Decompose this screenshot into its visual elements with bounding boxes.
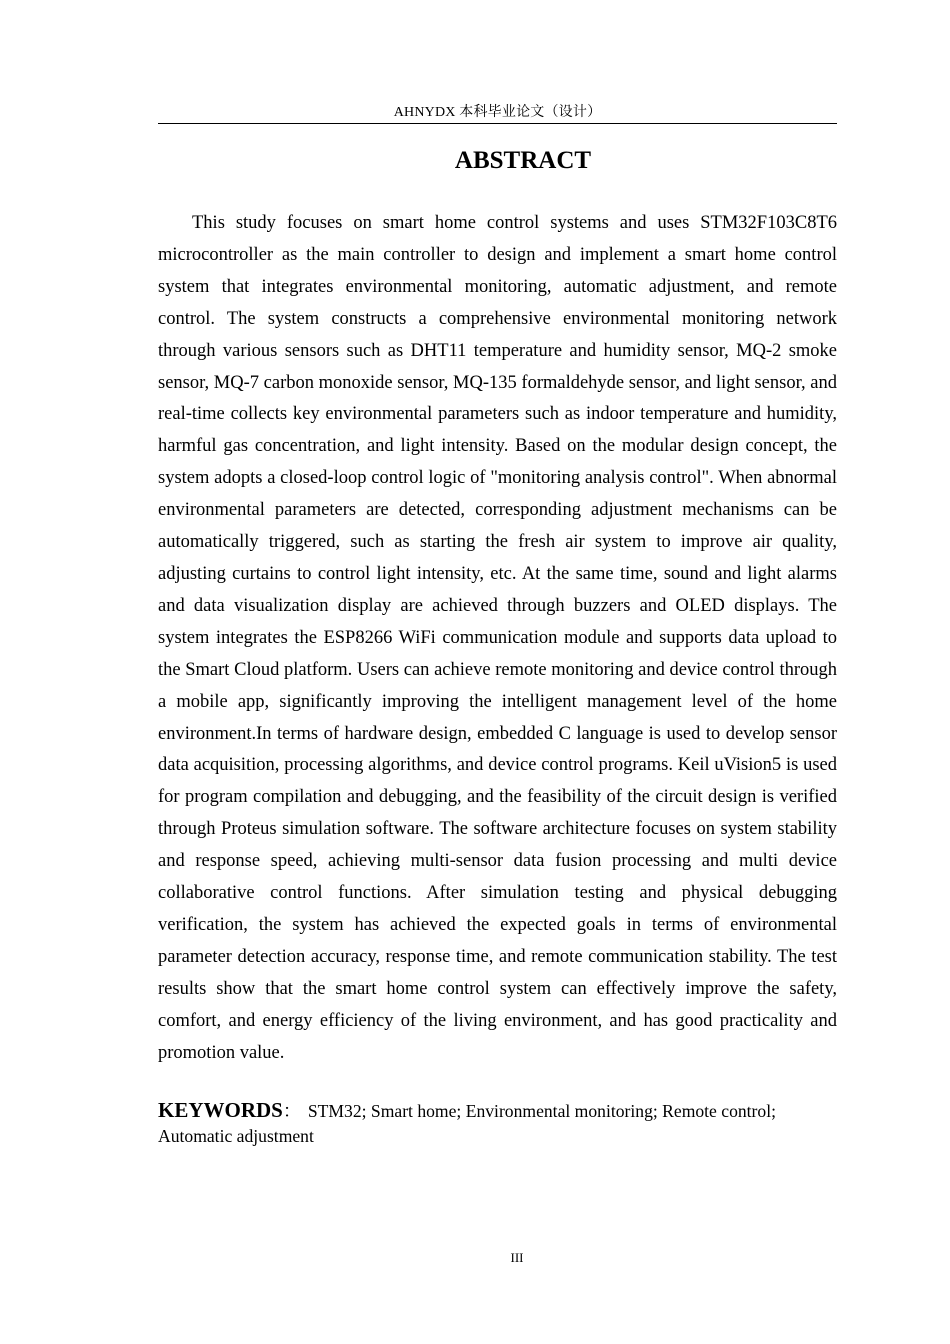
abstract-paragraph: This study focuses on smart home control systems and uses STM32F103C8T6 microcontroller as the main controller to design and implement a smart home control system that integrates environmental monitoring, automatic adjustment, and remote control. The system constructs a comprehensive environmental monitoring network through various sensors such as DHT11 temperature and humidity sensor, MQ-2 smoke sensor, MQ-7 carbon monoxide sensor, MQ-135 formaldehyde sensor, and light sensor, and real-time collects key environmental parameters such as indoor temperature and humidity, harmful gas concentration, and light intensity. Based on the modular design concept, the system adopts a closed-loop control logic of "monitoring analysis control". When abnormal environmental parameters are detected, corresponding adjustment mechanisms can be automatically triggered, such as starting the fresh air system to improve air quality, adjusting curtains to control light intensity, etc. At the same time, sound and light alarms and data visualization display are achieved through buzzers and OLED displays. The system integrates the ESP8266 WiFi communication module and supports data upload to the Smart Cloud platform. Users can achieve remote monitoring and device control through a mobile app, significantly improving the intelligent management level of the home environment.In terms of hardware design, embedded C language is used to develop sensor data acquisition, processing algorithms, and device control programs. Keil uVision5 is used for program compilation and debugging, and the feasibility of the circuit design is verified through Proteus simulation software. The software architecture focuses on system stability and response speed, achieving multi-sensor data fusion processing and multi device collaborative control functions. After simulation testing and physical debugging verification, the system has achieved the expected goals in terms of environmental parameter detection accuracy, response time, and remote communication stability. The test results show that the smart home control system can effectively improve the safety, comfort, and energy efficiency of the living environment, and has good practicality and promotion value. bbox=[158, 213, 837, 1063]
keywords-block bbox=[158, 1098, 837, 1149]
page-number: III bbox=[510, 1250, 524, 1265]
keywords-text: STM32; Smart home; Environmental monitoring; Remote control; Automatic adjustment bbox=[158, 1101, 776, 1146]
abstract-title: ABSTRACT bbox=[454, 147, 592, 174]
header-rule bbox=[158, 123, 837, 124]
keywords-separator: ： bbox=[282, 1101, 301, 1121]
keywords-label: KEYWORDS bbox=[158, 1098, 283, 1122]
running-header: AHNYDX 本科毕业论文（设计） bbox=[393, 105, 602, 120]
